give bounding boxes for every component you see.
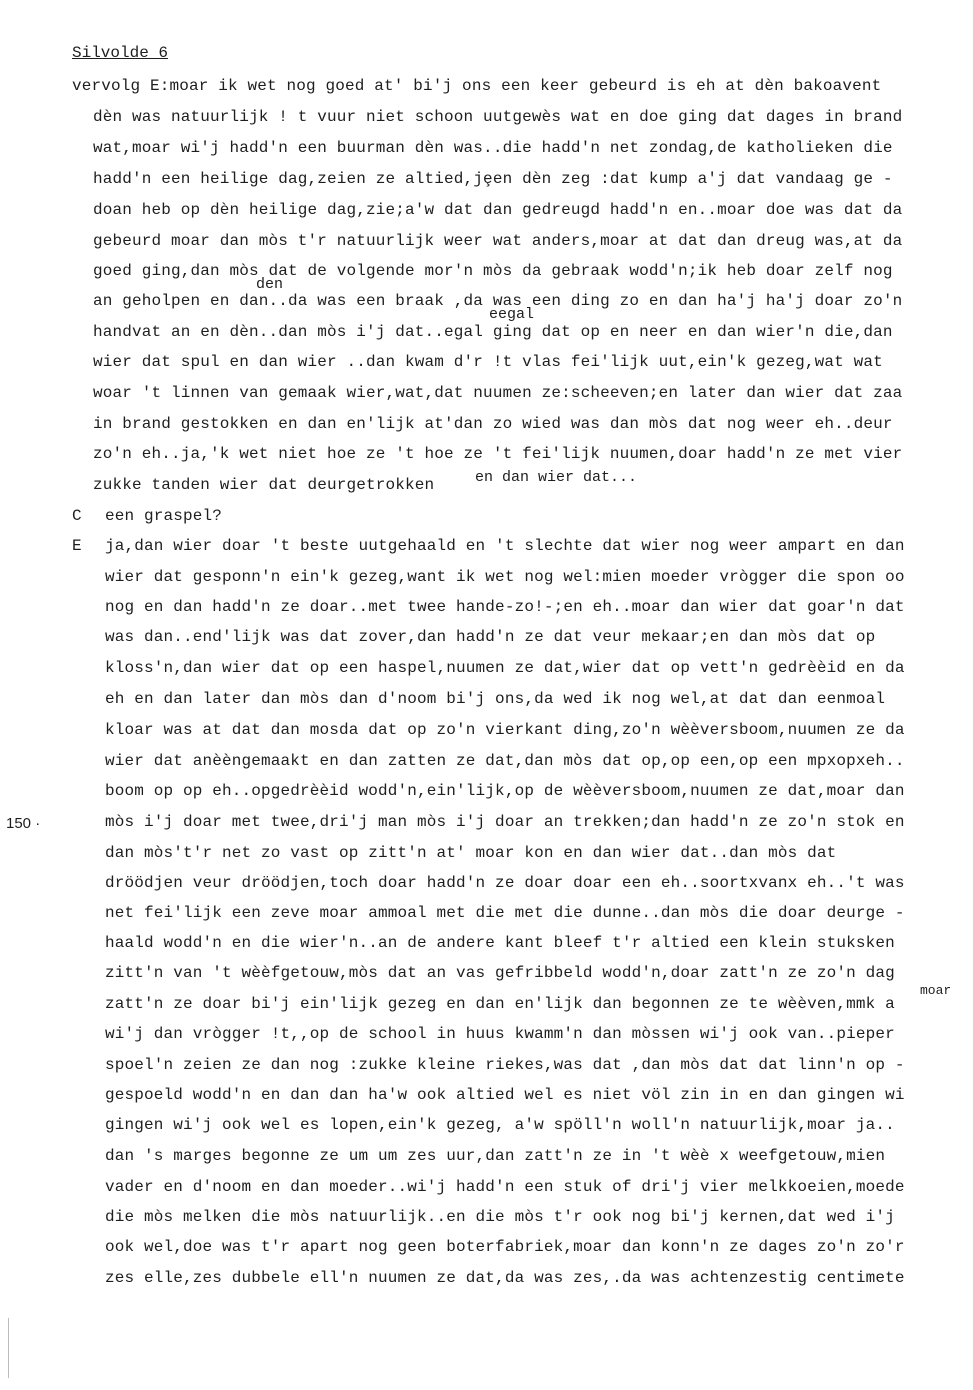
transcript-line: haald wodd'n en die wier'n..an de andere kant bleef t'r altied een klein stuksken [105,934,895,952]
transcript-line: was dan..end'lijk was dat zover,dan hadd'n ze dat veur mekaar;en dan mòs dat op [105,628,876,646]
transcript-line: zitt'n van 't wèèfgetouw,mòs dat an vas gefribbeld wodd'n,doar zatt'n ze zo'n dag [105,964,895,982]
transcript-line: vervolg E:moar ik wet nog goed at' bi'j ons een keer gebeurd is eh at dèn bakoavent [72,77,882,95]
transcript-line: gingen wi'j ook wel es lopen,ein'k gezeg, a'w spöll'n woll'n natuurlijk,moar ja.. [105,1116,895,1134]
interlinear-eegal: eegal [489,306,535,323]
transcript-line: wier dat gesponn'n ein'k gezeg,want ik wet nog wel:mien moeder vrògger die spon oo [105,568,905,586]
transcript-line: dan 's marges begonne ze um um zes uur,dan zatt'n ze in 't wèè x weefgetouw,mien [105,1147,886,1165]
transcript-line: die mòs melken die mòs natuurlijk..en die mòs t'r ook nog bi'j kernen,dat wed i'j [105,1208,895,1226]
transcript-line: boom op op eh..opgedrèèid wodd'n,ein'lijk,op de wèèversboom,nuumen ze dat,moar dan [105,782,905,800]
transcript-line: dan mòs't'r net zo vast op zitt'n at' moar kon en dan wier dat..dan mòs dat [105,844,837,862]
transcript-line: een graspel? [105,507,223,525]
transcript-line: kloss'n,dan wier dat op een haspel,nuumen ze dat,wier dat op vett'n gedrèèid en da [105,659,905,677]
transcript-line: hadd'n een heilige dag,zeien ze altied,jȩen dèn zeg :dat kump a'j dat vandaag ge - [93,170,893,188]
interlinear-den: den [256,276,284,293]
speaker-e-label: E [72,537,82,555]
transcript-line: goed ging,dan mòs dat de volgende mor'n mòs da gebraak wodd'n;ik heb doar zelf nog [93,262,893,280]
transcript-line: zatt'n ze doar bi'j ein'lijk gezeg en dan en'lijk dan begonnen ze te wèèven,mmk a [105,995,895,1013]
transcript-line: wier dat spul en dan wier ..dan kwam d'r !t vlas fei'lijk uut,ein'k gezeg,wat wat [93,353,883,371]
transcript-line: dröödjen veur dröödjen,toch doar hadd'n ze doar doar een eh..soortxvanx eh..'t was [105,874,905,892]
transcript-line: net fei'lijk een zeve moar ammoal met die met die dunne..dan mòs die doar deurge - [105,904,905,922]
margin-rule [8,1318,9,1378]
transcript-line: mòs i'j doar met twee,dri'j man mòs i'j doar an trekken;dan hadd'n ze zo'n stok en [105,813,905,831]
transcript-line: an geholpen en dan..da was een braak ,da was een ding zo en dan ha'j ha'j doar zo'n [93,292,903,310]
speaker-c-label: C [72,507,82,525]
transcript-line: gebeurd moar dan mòs t'r natuurlijk weer wat anders,moar at dat dan dreug was,at da [93,232,903,250]
transcript-line: wier dat anèèngemaakt en dan zatten ze dat,dan mòs dat op,op een,op een mpxopxeh.. [105,752,905,770]
transcript-line: dèn was natuurlijk ! t vuur niet schoon uutgewès wat en doe ging dat dages in brand [93,108,903,126]
transcript-line: ja,dan wier doar 't beste uutgehaald en 't slechte dat wier nog weer ampart en dan [105,537,905,555]
transcript-line: eh en dan later dan mòs dan d'noom bi'j ons,da wed ik nog wel,at dat dan eenmoal [105,690,886,708]
interlinear-en-dan-wier: en dan wier dat... [475,469,638,486]
transcript-line: doan heb op dèn heilige dag,zie;a'w dat dan gedreugd hadd'n en..moar doe was dat da [93,201,903,219]
page-header: Silvolde 6 [72,44,169,62]
transcript-line: wi'j dan vrògger !t,,op de school in huus kwamm'n dan mòssen wi'j ook van..pieper [105,1025,895,1043]
transcript-line: spoel'n zeien ze dan nog :zukke kleine riekes,was dat ,dan mòs dat dat linn'n op - [105,1056,905,1074]
transcript-line: nog en dan hadd'n ze doar..met twee hande-zo!-;en eh..moar dan wier dat goar'n dat [105,598,905,616]
interlinear-moar: moar [920,983,952,998]
transcript-line: wat,moar wi'j hadd'n een buurman dèn was..die hadd'n net zondag,de katholieken die [93,139,893,157]
transcript-line: zes elle,zes dubbele ell'n nuumen ze dat,da was zes,.da was achtenzestig centimete [105,1269,905,1287]
transcript-line: vader en d'noom en dan moeder..wi'j hadd'n een stuk of dri'j vier melkkoeien,moede [105,1178,905,1196]
transcript-line: ook wel,doe was t'r apart nog geen boterfabriek,moar dan konn'n ze dages zo'n zo'r [105,1238,905,1256]
transcript-line: woar 't linnen van gemaak wier,wat,dat nuumen ze:scheeven;en later dan wier dat zaa [93,384,903,402]
transcript-line: in brand gestokken en dan en'lijk at'dan zo wied was dan mòs dat nog weer eh..deur [93,415,893,433]
line-number: 150 · [6,815,41,832]
transcript-line: gespoeld wodd'n en dan dan ha'w ook altied wel es niet völ zin in en dan gingen wi [105,1086,905,1104]
transcript-line: zukke tanden wier dat deurgetrokken [93,476,435,494]
transcript-line: handvat an en dèn..dan mòs i'j dat..egal ging dat op en neer en dan wier'n die,dan [93,323,893,341]
transcript-line: kloar was at dat dan mosda dat op zo'n vierkant ding,zo'n wèèversboom,nuumen ze da [105,721,905,739]
transcript-line: zo'n eh..ja,'k wet niet hoe ze 't hoe ze 't fei'lijk nuumen,doar hadd'n ze met vier [93,445,903,463]
